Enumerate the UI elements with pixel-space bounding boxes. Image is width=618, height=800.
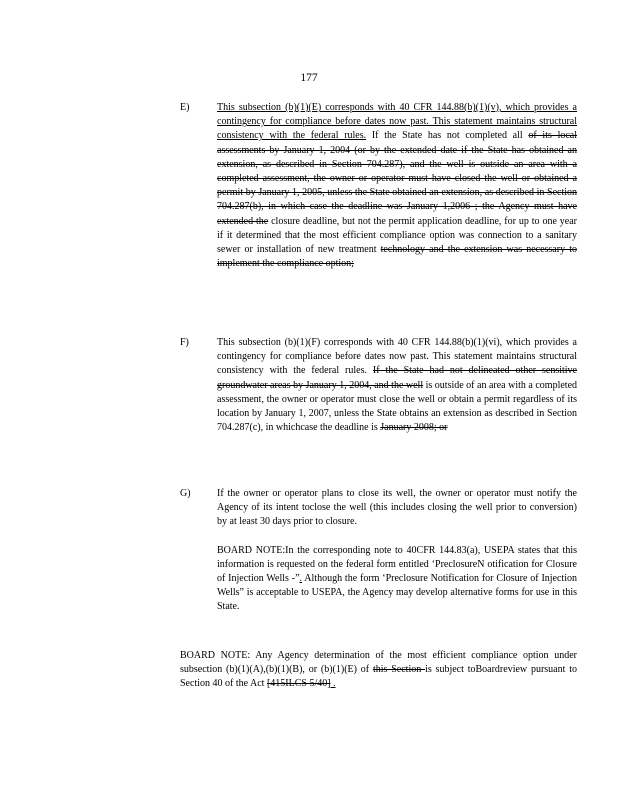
plain-text: BOARD NOTE:In the corresponding note to 40CFR 144.83(a), USEPA states that this information is requested on the federal form entitled ‘PreclosureN otification for Closure of Injection Wells -” (217, 544, 577, 585)
board-note (180, 649, 577, 692)
plain-text: If the owner or operator plans to close its well, the owner or operator must notify the Agency of its intent toclose the well (this includes closing the well prior to conversion) by at least 30 days prior to closure. (217, 488, 577, 528)
plain-text: BOARD NOTE: Any Agency determination of the most efficient compliance option under subsection (b)(1)(A),(b)(1)(B), or (b)(1)(E) of (180, 650, 577, 676)
plain-text: closure deadline, but not the permit application deadline, for up to one year if it determined that the most efficient compliance option was connection to a sanitary sewer or installation of new treatment (217, 215, 577, 256)
deleted-text: technology and the extension was necessary to implement the compliance option; (217, 244, 577, 270)
subsection-g-text (217, 487, 577, 615)
inserted-text: . (299, 573, 303, 585)
plain-text: is subject toBoardreview pursuant to Section 40 of the Act (180, 664, 577, 690)
inserted-text: This subsection (b)(1)(E) corresponds with 40 CFR 144.88(b)(1)(v), which provides a contingency for compliance before dates now past. This statement maintains structural consistency with the federal rules. (217, 102, 577, 142)
deleted-text: this Section (372, 664, 426, 676)
deleted-text: January 2008; or (380, 422, 448, 434)
subsection-f-text (217, 336, 577, 435)
page-number: 177 (300, 72, 318, 84)
plain-text: Although the form ‘Preclosure Notification for Closure of Injection Wells” is acceptable to USEPA, the Agency may develop alternative forms for use in this State. (217, 573, 577, 613)
plain-text: This subsection (b)(1)(F) corresponds with 40 CFR 144.88(b)(1)(vi), which provides a contingency for compliance before dates now past. This statement maintains structural consistency with the federal rules. (217, 337, 577, 377)
paragraph (217, 336, 577, 435)
subsection-e-marker: E) (180, 102, 190, 113)
paragraph (217, 487, 577, 530)
deleted-text: If the State had not delineated other sensitive groundwater areas by January 1, 2004, and the well (217, 365, 577, 391)
plain-text: If the State has not completed all (366, 130, 529, 142)
subsection-f-marker: F) (180, 337, 189, 348)
board-note-paragraph (217, 544, 577, 615)
subsection-e-text (217, 101, 577, 271)
inserted-text: . (330, 678, 336, 690)
deleted-text: [415ILCS 5/40] (266, 678, 331, 690)
plain-text: is outside of an area with a completed assessment, the owner or operator must close the well or obtain a permit regardless of its location by January 1, 2007, unless the State obtains an extension as described in Section 704.287(c), in whichcase the deadline is (217, 379, 578, 434)
subsection-g-marker: G) (180, 488, 191, 499)
deleted-text: of its local assessments by January 1, 2004 (or by the extended date if the State has obtained an extension, as described in Section 704.287), and the well is outside an area with a completed assessment, the owner or operator must have closed the well or obtained a permit by January 1, 2005, unless the State obtained an extension, as described in Section 704.287(b), in which case the deadline was January 1,2006 ; the Agency must have extended the (217, 130, 578, 227)
paragraph (217, 101, 577, 271)
